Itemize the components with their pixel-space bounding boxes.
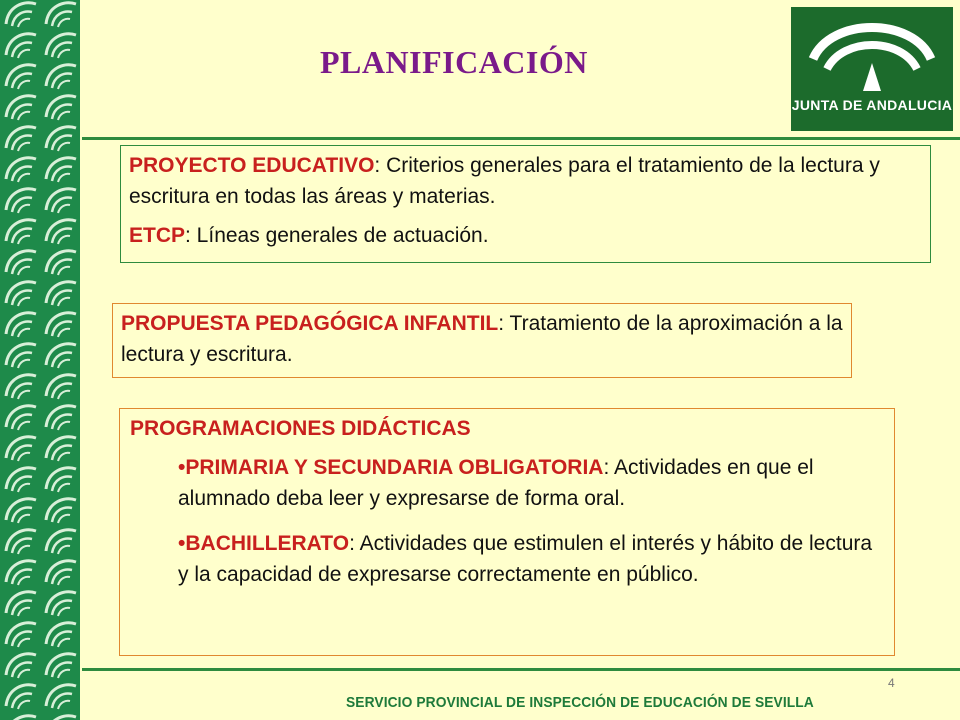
- propuesta-pedagogica-paragraph: [121, 308, 843, 370]
- propuesta-pedagogica-box: [112, 303, 852, 378]
- bottom-divider: [82, 668, 960, 671]
- top-divider: [82, 137, 960, 140]
- junta-de-andalucia-emblem-icon: [791, 7, 953, 97]
- proyecto-educativo-box: [120, 145, 931, 263]
- sidebar-pattern: [0, 0, 80, 720]
- etcp-text: : Líneas generales de actuación.: [185, 224, 489, 247]
- logo-text: JUNTA DE ANDALUCIA: [791, 97, 953, 113]
- bullet-text: : Actividades en que el alumnado deba leer y expresarse de forma oral.: [178, 456, 814, 510]
- bullet-text: : Actividades que estimulen el interés y hábito de lectura y la capacidad de expresarse correctamente en público.: [178, 532, 873, 586]
- etcp-paragraph: [129, 220, 922, 251]
- bullet-primaria: [178, 452, 884, 514]
- bullet-bachillerato: [178, 528, 884, 590]
- proyecto-educativo-label: PROYECTO EDUCATIVO: [129, 154, 375, 177]
- etcp-label: ETCP: [129, 224, 186, 247]
- footer-text: SERVICIO PROVINCIAL DE INSPECCIÓN DE EDUCACIÓN DE SEVILLA: [346, 694, 814, 711]
- page-title: PLANIFICACIÓN: [320, 44, 588, 80]
- proyecto-educativo-text: : Criterios generales para el tratamiento de la lectura y escritura en todas las áreas y materias.: [129, 154, 880, 208]
- proyecto-educativo-paragraph: [129, 150, 922, 212]
- andalusia-pattern-icon: [0, 0, 80, 720]
- programaciones-heading: PROGRAMACIONES DIDÁCTICAS: [130, 417, 471, 440]
- bullet-label: PRIMARIA Y SECUNDARIA OBLIGATORIA: [185, 456, 604, 479]
- bullet-label: BACHILLERATO: [185, 532, 350, 555]
- bullet-marker: •: [178, 532, 186, 555]
- junta-logo: [791, 7, 953, 131]
- programaciones-box: [119, 408, 895, 656]
- propuesta-pedagogica-text: : Tratamiento de la aproximación a la lectura y escritura.: [121, 312, 843, 366]
- propuesta-pedagogica-label: PROPUESTA PEDAGÓGICA INFANTIL: [121, 312, 499, 335]
- page-number: 4: [888, 676, 895, 690]
- bullet-marker: •: [178, 456, 186, 479]
